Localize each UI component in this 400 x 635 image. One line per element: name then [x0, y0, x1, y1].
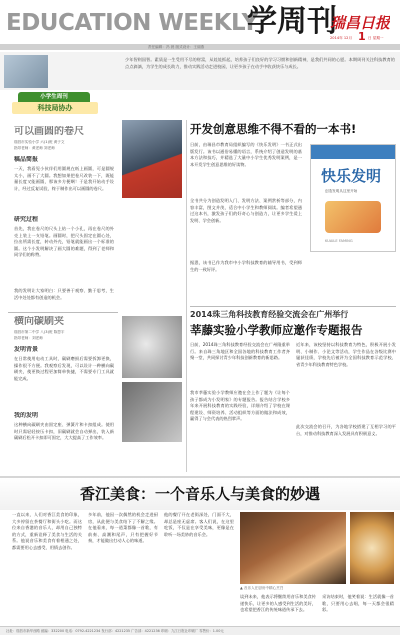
photo-dish — [350, 512, 394, 584]
day-number: 1 — [358, 31, 366, 43]
bottom-col-1: 一直以来，人们对香江美食的印象，大多停留在茶餐厅和街头小吃。而这位来自香港的音乐人，却用自己独特的方式，重新诠释了美食与生活的关系。他说音乐和美食有着相通之处，都需要用心去感受、用情去创作。 — [12, 512, 82, 550]
main-article — [190, 120, 396, 305]
second-body-1: 日前，2014珠三角科技教育经验交流会在广州隆重举行。来自珠三角地区和全国各地的科技教育工作者齐聚一堂，共同探讨青少年科技创新教育的新思路。 — [190, 342, 290, 361]
second-body-4: 此次交流会的召开，为各地学校搭建了互相学习的平台，对推动科技教育深入发展具有积极意义。 — [296, 424, 396, 436]
article-title-tape-measure: 可以画圆的卷尺 — [14, 126, 84, 137]
bottom-col-3: 他的餐厅开在老街深处，门面不大，却总是座无虚席。客人们说，在这里吃饭，不仅是在享受美味，更像是在聆听一场美妙的音乐会。 — [164, 512, 234, 537]
photo-brush-clamp — [122, 316, 182, 378]
badge-top: 小学生周刊 — [18, 92, 90, 102]
subhead-background: 发明背景 — [14, 346, 39, 353]
bottom-article — [0, 510, 400, 624]
date-label: 2014年 12月 — [330, 36, 353, 40]
second-body-2: 我市莘藤实验小学教师应邀在会上作了题为《让每个孩子都成为小发明家》的专题报告。报告结合学校多年来开展科技教育的实践经验，详细介绍了学校在课程建设、师资培养、活动组织等方面的做法和成效，赢得了与会代表的热烈掌声。 — [190, 390, 290, 422]
subhead-process: 研究过程 — [14, 216, 39, 223]
body-process: 首先，我在卷尺的尺头上钻一个小孔，再在卷尺的外壳上装上一支铅笔。画圆时，把尺头固定在圆心处，拉出所需长度，转动外壳，铅笔就能画出一个标准的圆。这个小发明解决了画大圆的难题，得到了老师和同学们的称赞。 — [14, 226, 114, 258]
teacher-2: 指导老师：刘老师 — [14, 336, 43, 340]
bottom-col-2: 多年前，他因一次偶然的机会走进厨房，从此便与美食结下了不解之缘。在他看来，每一道菜都像一首歌，有前奏、高潮和尾声，只有把握好节奏，才能做出打动人心的味道。 — [88, 512, 158, 544]
kids-weekly-badge — [12, 92, 102, 116]
intro-text: 少年智则国智。素质是一生受用不尽的财富，从娃娃抓起，培养孩子们良好的学习习惯和创新精神，是我们共同的心愿。本期周刊关注科技教育的点点滴滴，为学生的成长助力，推动实践活动走进校园，让更多孩子在动手中收获快乐与成长。 — [125, 57, 395, 69]
subhead-invention: 我的发明 — [14, 412, 39, 419]
bottom-band — [0, 476, 400, 510]
badge-main: 科技局协办 — [12, 102, 98, 114]
teacher-1: 指导老师：黄老师 刘老师 — [14, 146, 55, 150]
intro-strip — [0, 52, 400, 90]
photo-caption: ▲ 音乐人在厨房中精心烹饪 — [240, 586, 284, 590]
paper-name: 瑞昌日报 — [330, 14, 391, 32]
bottom-col-4: 谈到未来，他表示将继续用音乐和美食传递快乐，让更多的人感受到生活的美好，也希望把香江的传统味道传承下去。 — [240, 594, 316, 613]
main-headline: 开发创意思维不得不看的一本书! — [190, 122, 357, 136]
byline-2: 瑞昌市第二中学 八(3)班 陈思宇 — [14, 330, 65, 334]
second-kicker: 2014珠三角科技教育经验交流会在广州举行 — [190, 310, 349, 319]
photo-chef — [240, 512, 346, 584]
body-background: 在日常使用电动工具时，碳刷磨损后需要拆卸更换，操作很不方便。我观察后发现，可以设计一种横向碳刷夹，使更换过程更加简单快捷，不需要专门工具就能完成。 — [14, 356, 114, 381]
book-cover — [310, 144, 396, 252]
book-subtitle: 创造发明从这里开始 — [325, 189, 358, 193]
divider-main — [190, 306, 396, 307]
main-body-2: 全书共分为创造发明入门、发明方法、案例赏析等部分，内容丰富，图文并茂，适合中小学生和教师阅读。编者希望通过这本书，激发孩子们的好奇心与创造力，让更多学生爱上发明、学会创新。 — [190, 198, 302, 223]
divider-left — [8, 312, 118, 313]
left-column — [0, 118, 120, 473]
byline-1: 瑞昌市实验小学 六(1)班 黄子文 — [14, 140, 65, 144]
second-headline: 莘藤实验小学教师应邀作专题报告 — [190, 323, 363, 337]
book-illustration — [325, 201, 381, 233]
photo-clamp-detail — [122, 382, 182, 442]
week-label: 日 星期一 — [368, 36, 384, 40]
main-body-3: 据悉，该书已作为我市中小学科技教育的辅导用书，受到师生的一致好评。 — [190, 260, 302, 272]
book-label: KUAILE FAMING — [325, 239, 353, 243]
bottom-col-5: 采访结束时，他笑着说：生活就像一首歌，只要用心去唱，每一天都会很精彩。 — [322, 594, 394, 613]
intro-photo — [4, 55, 48, 88]
main-body-1: 日前，由瑞昌市教育局组织编写的《快乐发明》一书正式出版发行。该书以通俗易懂的语言，系统介绍了创造发明的基本方法和技巧，并精选了大量中小学生优秀发明案例，是一本开发学生创意思维的好读物。 — [190, 142, 302, 167]
body-brief: 一天，我看见小伙伴们用圆规在纸上画圆，可是圆规太小，画不了大圆。我想如果把卷尺改装一下，既能量长度又能画圆，那该多方便啊！于是我开始动手设计，经过反复试验，终于制作出可以画圆的卷尺。 — [14, 166, 114, 191]
book-cover-band — [311, 145, 395, 159]
body-invention: 这种横向碳刷夹由固定座、弹簧片和卡扣组成。使用时只需轻轻按压卡扣，旧碳刷就会自动弹出，装入新碳刷后松开卡扣即可固定，大大提高了工作效率。 — [14, 422, 114, 441]
masthead-english-title: EDUCATION WEEKLY — [6, 10, 258, 36]
subhead-brief: 稿品简报 — [14, 156, 39, 163]
footer-text: 社址：瑞昌市新华西路 邮编：332200 电话：0792-4221234 发行部：4221235 广告部：4221236 印刷：九江日报社印刷厂 零售价：1.00元 — [6, 629, 224, 633]
second-body-3: 近年来，该校坚持以科技教育为特色，积极开展小发明、小制作、小论文等活动，学生作品在各级比赛中屡获佳绩，学校先后被评为全国科技教育示范学校、省青少年科技教育特色学校。 — [296, 342, 396, 367]
masthead — [0, 0, 400, 58]
article-title-brush-clamp: 横向碳刷夹 — [14, 316, 64, 327]
column-divider — [186, 120, 187, 472]
body-conclusion: 我的发明让大家明白：只要善于观察、勤于思考，生活中处处都有创造的机会。 — [14, 288, 114, 300]
bottom-headline: 香江美食：一个音乐人与美食的妙遇 — [79, 485, 320, 503]
photo-student-drawing — [122, 120, 182, 198]
masthead-chinese-title: 学周刊 — [247, 4, 337, 39]
editor-line: 责任编辑：冯 晨 版式设计：王丽燕 — [148, 45, 205, 49]
book-title: 快乐发明 — [321, 167, 382, 185]
second-article — [190, 308, 396, 473]
